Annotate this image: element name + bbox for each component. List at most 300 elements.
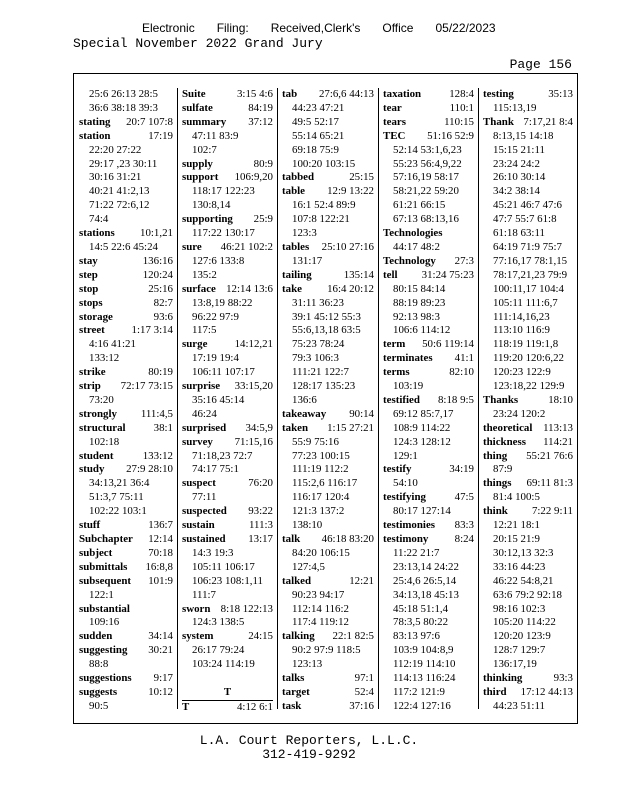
index-continuation: 61:18 63:11 xyxy=(493,227,545,240)
index-continuation: 39:1 45:12 55:3 xyxy=(292,310,361,323)
index-entry xyxy=(282,422,374,436)
index-refs: 16:8,8 xyxy=(145,560,173,573)
index-term: terminates xyxy=(383,352,433,365)
index-continuation: 136:17,19 xyxy=(493,658,537,671)
index-refs: 3:15 4:6 xyxy=(236,88,273,100)
index-entry xyxy=(383,255,474,269)
index-entry xyxy=(383,533,474,547)
index-term: third xyxy=(483,685,507,698)
index-entry xyxy=(79,686,173,700)
index-continuation: 80:17 127:14 xyxy=(393,505,451,518)
index-term: survey xyxy=(182,435,213,448)
index-entry xyxy=(383,352,474,366)
index-refs: 13:17 xyxy=(248,533,273,545)
index-entry xyxy=(282,283,374,297)
index-continuation: 13:8,19 88:22 xyxy=(192,296,253,309)
index-term: thickness xyxy=(483,435,526,448)
index-entry xyxy=(282,408,374,422)
index-refs: 30:21 xyxy=(148,644,173,657)
index-entry xyxy=(79,644,173,658)
index-entry xyxy=(182,241,273,255)
index-term: system xyxy=(182,630,214,643)
index-entry xyxy=(182,380,273,394)
index-term: tears xyxy=(383,115,406,128)
index-term: table xyxy=(282,185,305,198)
index-refs: 8:24 xyxy=(454,533,474,545)
index-continuation: 57:16,19 58:17 xyxy=(393,171,459,184)
index-term: subject xyxy=(79,546,113,559)
index-term: talk xyxy=(282,533,301,545)
index-term: Thanks xyxy=(483,393,519,406)
index-entry xyxy=(79,630,173,644)
index-entry xyxy=(182,519,273,533)
index-continuation: 36:6 38:18 39:3 xyxy=(89,101,158,114)
index-refs: 10:12 xyxy=(148,685,173,698)
index-term: stay xyxy=(79,254,98,267)
index-term: Technology xyxy=(383,254,436,267)
index-term: testify xyxy=(383,463,412,476)
index-continuation: 80:15 84:14 xyxy=(393,282,446,295)
index-continuation: 77:23 100:15 xyxy=(292,449,350,462)
index-continuation: 45:18 51:1,4 xyxy=(393,602,449,615)
index-refs: 111:3 xyxy=(249,519,273,532)
index-term: tailing xyxy=(282,268,312,281)
index-term: supporting xyxy=(182,213,233,226)
index-continuation: 121:3 137:2 xyxy=(292,505,345,518)
index-refs: 37:12 xyxy=(248,115,273,128)
index-refs: 38:1 xyxy=(153,421,173,434)
index-term: stop xyxy=(79,282,99,295)
index-continuation: 81:4 100:5 xyxy=(493,491,540,504)
index-term: station xyxy=(79,129,111,142)
index-refs: 12:14 xyxy=(148,533,173,545)
index-continuation: 79:3 106:3 xyxy=(292,352,339,365)
index-continuation: 108:9 114:22 xyxy=(393,421,451,434)
index-continuation: 117:2 121:9 xyxy=(393,685,445,698)
index-continuation: 90:2 97:9 118:5 xyxy=(292,644,361,657)
index-term: task xyxy=(282,699,302,712)
index-refs: 7:22 9:11 xyxy=(531,505,573,518)
index-continuation: 111:21 122:7 xyxy=(292,366,349,379)
index-entry xyxy=(182,701,273,715)
filing-stamp-part: Office xyxy=(382,21,414,35)
index-entry xyxy=(79,408,173,422)
index-refs: 41:1 xyxy=(454,352,474,365)
index-refs: 69:11 81:3 xyxy=(526,477,573,490)
index-entry xyxy=(79,463,173,477)
index-entry xyxy=(383,491,474,505)
index-continuation: 105:11 106:17 xyxy=(192,560,255,573)
index-refs: 101:9 xyxy=(148,574,173,587)
index-term: testified xyxy=(383,393,420,406)
index-continuation: 114:13 116:24 xyxy=(393,672,456,685)
index-refs: 83:3 xyxy=(454,519,474,532)
index-term: takeaway xyxy=(282,407,327,420)
index-term: sworn xyxy=(182,602,211,615)
index-refs: 97:1 xyxy=(354,672,374,685)
index-refs: 50:6 119:14 xyxy=(422,338,474,351)
index-continuation: 138:10 xyxy=(292,519,323,532)
index-term: testifying xyxy=(383,491,426,504)
index-entry xyxy=(182,338,273,352)
index-continuation: 90:5 xyxy=(89,699,109,712)
index-refs: 106:9,20 xyxy=(234,171,273,184)
index-entry xyxy=(483,88,573,102)
index-refs: 1:15 27:21 xyxy=(327,421,374,434)
index-entry xyxy=(383,269,474,283)
index-column-3 xyxy=(277,88,379,712)
index-continuation: 112:19 114:10 xyxy=(393,658,456,671)
index-term: tab xyxy=(282,88,298,100)
index-continuation: 96:22 97:9 xyxy=(192,310,239,323)
index-entry xyxy=(383,88,474,102)
index-column-2 xyxy=(177,88,278,713)
index-refs: 90:14 xyxy=(349,407,374,420)
index-continuation: 127:4,5 xyxy=(292,560,325,573)
index-refs: 93:22 xyxy=(248,505,273,518)
index-refs: 72:17 73:15 xyxy=(120,380,173,393)
index-entry xyxy=(79,283,173,297)
index-term: surprise xyxy=(182,380,221,393)
index-continuation: 15:15 21:11 xyxy=(493,143,545,156)
index-entry xyxy=(79,450,173,464)
index-continuation: 44:23 51:11 xyxy=(493,699,545,712)
index-entry xyxy=(383,366,474,380)
index-entry xyxy=(79,227,173,241)
index-continuation: 4:16 41:21 xyxy=(89,338,136,351)
index-refs: 12:14 13:6 xyxy=(226,282,273,295)
index-continuation: 14:5 22:6 45:24 xyxy=(89,240,158,253)
index-entry xyxy=(383,102,474,116)
index-entry xyxy=(182,505,273,519)
index-continuation: 102:18 xyxy=(89,435,120,448)
index-term: testimony xyxy=(383,533,429,545)
index-continuation: 55:6,13,18 63:5 xyxy=(292,324,361,337)
index-term: stations xyxy=(79,227,115,240)
index-entry xyxy=(182,630,273,644)
index-refs: 25:9 xyxy=(253,213,273,226)
index-entry xyxy=(79,422,173,436)
index-term: Technologies xyxy=(383,227,443,240)
index-entry xyxy=(182,102,273,116)
index-column-4 xyxy=(378,88,479,712)
index-refs: 34:14 xyxy=(148,630,173,643)
index-continuation: 11:22 21:7 xyxy=(393,546,440,559)
index-continuation: 131:17 xyxy=(292,254,323,267)
index-continuation: 30:16 31:21 xyxy=(89,171,142,184)
index-continuation: 63:6 79:2 92:18 xyxy=(493,588,562,601)
index-term: term xyxy=(383,338,406,351)
index-continuation: 55:9 75:16 xyxy=(292,435,339,448)
index-refs: 110:1 xyxy=(449,101,474,114)
index-term: sustain xyxy=(182,519,215,532)
index-entry xyxy=(282,241,374,255)
index-refs: 120:24 xyxy=(142,268,173,281)
index-continuation: 25:6 26:13 28:5 xyxy=(89,88,158,100)
index-entry xyxy=(383,394,474,408)
index-continuation: 34:2 38:14 xyxy=(493,185,540,198)
index-continuation: 103:9 104:8,9 xyxy=(393,644,454,657)
index-continuation: 115:13,19 xyxy=(493,101,537,114)
index-continuation: 77:16,17 78:1,15 xyxy=(493,254,568,267)
index-refs: 93:6 xyxy=(153,310,173,323)
index-refs xyxy=(135,603,173,617)
index-continuation: 8:13,15 14:18 xyxy=(493,129,554,142)
index-refs: 31:24 75:23 xyxy=(421,268,474,281)
index-term: subsequent xyxy=(79,574,132,587)
index-entry xyxy=(483,505,573,519)
index-term: submittals xyxy=(79,560,128,573)
index-continuation: 23:13,14 24:22 xyxy=(393,560,459,573)
index-continuation: 118:17 122:23 xyxy=(192,185,255,198)
index-entry xyxy=(282,533,374,547)
index-refs: 135:14 xyxy=(343,268,374,281)
index-continuation: 69:18 75:9 xyxy=(292,143,339,156)
index-refs: 110:15 xyxy=(444,115,474,128)
index-refs: 34:5,9 xyxy=(245,421,273,434)
index-entry xyxy=(282,700,374,714)
index-term: sustained xyxy=(182,533,226,545)
index-entry xyxy=(79,324,173,338)
index-continuation: 118:19 119:1,8 xyxy=(493,338,559,351)
index-term: talks xyxy=(282,672,305,685)
index-term: talking xyxy=(282,630,315,643)
index-continuation: 74:17 75:1 xyxy=(192,463,239,476)
index-entry xyxy=(79,533,173,547)
index-continuation: 106:6 114:12 xyxy=(393,324,451,337)
index-term: tables xyxy=(282,240,310,253)
index-term: student xyxy=(79,449,114,462)
filing-stamp-part: Electronic xyxy=(142,21,195,35)
index-continuation: 106:23 108:1,11 xyxy=(192,574,263,587)
index-continuation: 136:6 xyxy=(292,393,317,406)
index-continuation: 100:20 103:15 xyxy=(292,157,356,170)
index-term: study xyxy=(79,463,105,476)
index-continuation: 49:5 52:17 xyxy=(292,115,339,128)
index-term: storage xyxy=(79,310,113,323)
index-continuation: 107:8 122:21 xyxy=(292,213,350,226)
index-continuation: 45:21 46:7 47:6 xyxy=(493,199,562,212)
index-entry xyxy=(483,672,573,686)
index-refs: 25:15 xyxy=(349,171,374,184)
index-entry xyxy=(483,450,573,464)
index-term: suggests xyxy=(79,685,118,698)
index-term: strike xyxy=(79,366,106,379)
index-continuation: 90:23 94:17 xyxy=(292,588,345,601)
index-entry xyxy=(182,603,273,617)
index-column-5 xyxy=(478,88,577,714)
index-continuation: 102:7 xyxy=(192,143,217,156)
index-term: thing xyxy=(483,449,508,462)
index-continuation: 135:2 xyxy=(192,268,217,281)
index-refs: 82:10 xyxy=(449,366,474,379)
index-continuation: 35:16 45:14 xyxy=(192,393,245,406)
index-continuation: 109:16 xyxy=(89,616,120,629)
index-continuation: 123:3 xyxy=(292,227,317,240)
index-continuation: 127:6 133:8 xyxy=(192,254,245,267)
index-entry xyxy=(182,158,273,172)
index-refs: 55:21 76:6 xyxy=(526,449,573,462)
index-entry xyxy=(79,561,173,575)
index-entry xyxy=(282,630,374,644)
index-term: Subchapter xyxy=(79,533,133,545)
filing-stamp xyxy=(142,21,518,35)
index-continuation: 58:21,22 59:20 xyxy=(393,185,459,198)
index-refs: 93:3 xyxy=(553,672,573,685)
index-continuation: 51:3,7 75:11 xyxy=(89,491,144,504)
index-entry xyxy=(483,116,573,130)
index-refs: 17:12 44:13 xyxy=(520,685,573,698)
index-refs: 8:18 9:5 xyxy=(437,393,474,406)
index-term: sure xyxy=(182,240,202,253)
index-continuation: 61:21 66:15 xyxy=(393,199,446,212)
index-entry xyxy=(282,171,374,185)
index-refs: 52:4 xyxy=(354,685,374,698)
index-refs: 8:18 122:13 xyxy=(220,602,273,615)
index-continuation: 12:21 18:1 xyxy=(493,519,540,532)
index-continuation: 128:17 135:23 xyxy=(292,380,356,393)
index-entry xyxy=(79,672,173,686)
index-continuation: 47:11 83:9 xyxy=(192,129,239,142)
page-number: Page 156 xyxy=(509,57,572,72)
index-continuation: 40:21 41:2,13 xyxy=(89,185,150,198)
index-continuation: 20:15 21:9 xyxy=(493,533,540,545)
index-term: stating xyxy=(79,115,111,128)
index-refs: 27:6,6 44:13 xyxy=(318,88,374,100)
index-term: tear xyxy=(383,101,402,114)
index-term: support xyxy=(182,171,219,184)
index-continuation: 122:1 xyxy=(89,588,114,601)
index-entry xyxy=(182,116,273,130)
index-refs: 51:16 52:9 xyxy=(427,129,474,142)
index-continuation: 52:14 53:1,6,23 xyxy=(393,143,462,156)
index-continuation: 34:13,18 45:13 xyxy=(393,588,459,601)
index-entry xyxy=(79,130,173,144)
index-entry xyxy=(182,171,273,185)
index-term: supply xyxy=(182,157,213,170)
index-term: substantial xyxy=(79,602,130,615)
index-entry xyxy=(282,88,374,102)
index-continuation: 77:11 xyxy=(192,491,217,504)
index-entry xyxy=(79,366,173,380)
index-refs: 82:7 xyxy=(153,296,173,309)
index-term: suggesting xyxy=(79,644,128,657)
index-refs: 136:7 xyxy=(148,519,173,532)
index-entry xyxy=(383,338,474,352)
letter-heading: T xyxy=(182,686,273,701)
index-refs: 128:4 xyxy=(449,88,474,100)
index-continuation: 14:3 19:3 xyxy=(192,546,234,559)
index-refs: 27:9 28:10 xyxy=(126,463,173,476)
index-entry xyxy=(282,686,374,700)
index-term: stops xyxy=(79,296,103,309)
index-term: suspected xyxy=(182,505,227,518)
index-refs: 84:19 xyxy=(248,101,273,114)
index-refs: 47:5 xyxy=(454,491,474,504)
index-continuation: 46:24 xyxy=(192,407,217,420)
index-continuation: 117:22 130:17 xyxy=(192,227,255,240)
index-continuation: 113:10 116:9 xyxy=(493,324,550,337)
index-continuation: 124:3 128:12 xyxy=(393,435,451,448)
index-entry xyxy=(282,185,374,199)
index-continuation: 34:13,21 36:4 xyxy=(89,477,150,490)
index-refs: 46:18 83:20 xyxy=(321,533,374,545)
index-continuation: 111:19 112:2 xyxy=(292,463,349,476)
index-continuation: 106:11 107:17 xyxy=(192,366,255,379)
index-term: thinking xyxy=(483,672,523,685)
index-refs: 25:16 xyxy=(148,282,173,295)
index-continuation: 78:3,5 80:22 xyxy=(393,616,449,629)
index-continuation: 55:23 56:4,9,22 xyxy=(393,157,462,170)
index-term: suspect xyxy=(182,477,216,490)
index-term: theoretical xyxy=(483,421,533,434)
index-entry xyxy=(282,575,374,589)
index-term: surge xyxy=(182,338,208,351)
index-entry xyxy=(79,547,173,561)
index-continuation: 119:20 120:6,22 xyxy=(493,352,564,365)
index-continuation: 117:4 119:12 xyxy=(292,616,349,629)
index-entry xyxy=(383,227,474,241)
index-term: sudden xyxy=(79,630,113,643)
index-refs: 111:4,5 xyxy=(140,407,173,420)
index-entry xyxy=(182,533,273,547)
index-entry xyxy=(79,519,173,533)
index-entry xyxy=(79,380,173,394)
index-continuation: 44:17 48:2 xyxy=(393,240,440,253)
index-refs: 20:7 107:8 xyxy=(126,115,173,128)
index-term: suggestions xyxy=(79,672,132,685)
index-continuation: 69:12 85:7,17 xyxy=(393,407,454,420)
index-term: step xyxy=(79,268,98,281)
index-term: testing xyxy=(483,88,514,100)
index-continuation: 29:17 ,23 30:11 xyxy=(89,157,158,170)
index-term: target xyxy=(282,685,310,698)
index-continuation: 47:7 55:7 61:8 xyxy=(493,213,557,226)
index-refs: 133:12 xyxy=(142,449,173,462)
index-term: take xyxy=(282,282,302,295)
index-refs: 33:15,20 xyxy=(234,380,273,393)
document-subtitle: Special November 2022 Grand Jury xyxy=(73,36,323,51)
index-continuation: 122:4 127:16 xyxy=(393,699,451,712)
footer-company: L.A. Court Reporters, L.L.C. xyxy=(199,733,419,748)
index-continuation: 124:3 138:5 xyxy=(192,616,245,629)
index-continuation: 128:7 129:7 xyxy=(493,644,546,657)
index-refs: 12:21 xyxy=(349,574,374,587)
index-refs: 70:18 xyxy=(148,546,173,559)
index-continuation: 54:10 xyxy=(393,477,418,490)
index-term: sulfate xyxy=(182,101,213,114)
index-continuation: 67:13 68:13,16 xyxy=(393,213,459,226)
index-refs: 17:19 xyxy=(148,129,173,142)
index-entry xyxy=(182,436,273,450)
index-continuation: 44:23 47:21 xyxy=(292,101,345,114)
index-refs: 113:13 xyxy=(543,421,573,434)
index-term: summary xyxy=(182,115,227,128)
index-refs: 71:15,16 xyxy=(234,435,273,448)
filing-stamp-part: 05/22/2023 xyxy=(435,21,496,35)
index-refs: 34:19 xyxy=(449,463,474,476)
index-term: talked xyxy=(282,574,312,587)
index-entry xyxy=(483,686,573,700)
index-refs: 1:17 3:14 xyxy=(131,324,173,337)
index-continuation: 120:23 122:9 xyxy=(493,366,551,379)
index-term: T xyxy=(182,700,190,713)
index-continuation: 74:4 xyxy=(89,213,109,226)
index-entry xyxy=(79,603,173,617)
index-continuation: 103:19 xyxy=(393,380,424,393)
index-continuation: 78:17,21,23 79:9 xyxy=(493,268,568,281)
index-refs: 46:21 102:2 xyxy=(220,240,273,253)
